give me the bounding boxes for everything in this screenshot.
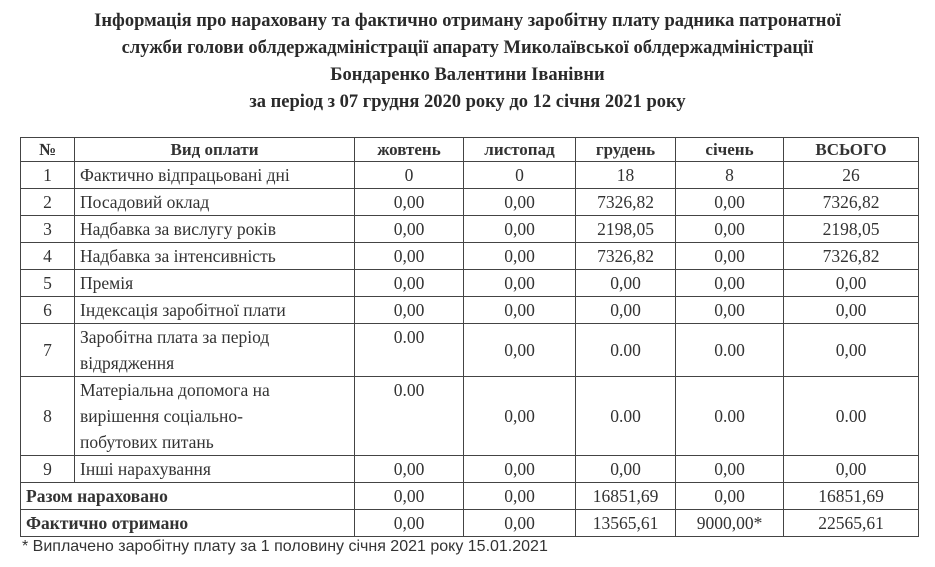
row-nov: 0 <box>464 162 576 189</box>
title-line-3: Бондаренко Валентини Іванівни <box>330 65 605 85</box>
row-dec: 0,00 <box>576 297 676 324</box>
title-line-2: служби голови облдержадміністрації апарату Миколаївської облдержадміністрації <box>121 38 814 58</box>
row-nov: 0,00 <box>464 297 576 324</box>
row-type: Премія <box>75 270 355 297</box>
row-oct: 0,00 <box>355 297 464 324</box>
table-row <box>21 162 919 189</box>
row-oct: 0,00 <box>355 216 464 243</box>
title-line-4: за період з 07 грудня 2020 року до 12 січня 2021 року <box>249 92 686 112</box>
row-num: 7 <box>21 324 75 377</box>
table-row <box>21 324 919 377</box>
row-dec: 2198,05 <box>576 216 676 243</box>
row-type: Фактично відпрацьовані дні <box>75 162 355 189</box>
header-dec: грудень <box>576 138 676 162</box>
row-total: 26 <box>784 162 919 189</box>
row-dec: 0.00 <box>576 377 676 456</box>
header-jan: січень <box>676 138 784 162</box>
row-type-line: вирішення соціально- <box>80 406 243 426</box>
row-num: 6 <box>21 297 75 324</box>
accrued-jan: 0,00 <box>676 483 784 510</box>
row-jan: 0,00 <box>676 243 784 270</box>
header-total: ВСЬОГО <box>784 138 919 162</box>
row-jan: 0,00 <box>676 189 784 216</box>
row-total: 0.00 <box>784 377 919 456</box>
header-type: Вид оплати <box>75 138 355 162</box>
table-row <box>21 216 919 243</box>
header-oct: жовтень <box>355 138 464 162</box>
document-title <box>0 8 935 116</box>
received-label: Фактично отримано <box>21 510 355 537</box>
row-nov: 0,00 <box>464 243 576 270</box>
received-oct: 0,00 <box>355 510 464 537</box>
salary-table <box>20 137 919 537</box>
row-jan: 0.00 <box>676 324 784 377</box>
row-num: 1 <box>21 162 75 189</box>
row-dec: 18 <box>576 162 676 189</box>
row-oct: 0 <box>355 162 464 189</box>
row-type-line: Заробітна плата за період <box>80 327 270 347</box>
row-type <box>75 377 355 456</box>
received-dec: 13565,61 <box>576 510 676 537</box>
row-dec: 7326,82 <box>576 189 676 216</box>
accrued-oct: 0,00 <box>355 483 464 510</box>
received-total-row <box>21 510 919 537</box>
accrued-dec: 16851,69 <box>576 483 676 510</box>
row-jan: 8 <box>676 162 784 189</box>
row-oct: 0,00 <box>355 270 464 297</box>
row-total: 7326,82 <box>784 189 919 216</box>
received-total: 22565,61 <box>784 510 919 537</box>
row-type: Індексація заробітної плати <box>75 297 355 324</box>
row-nov: 0,00 <box>464 189 576 216</box>
table-row <box>21 270 919 297</box>
row-nov: 0,00 <box>464 377 576 456</box>
received-nov: 0,00 <box>464 510 576 537</box>
row-oct: 0.00 <box>355 324 464 377</box>
table-header-row <box>21 138 919 162</box>
row-total: 0,00 <box>784 270 919 297</box>
table-row <box>21 377 919 456</box>
row-oct: 0,00 <box>355 243 464 270</box>
header-num: № <box>21 138 75 162</box>
row-nov: 0,00 <box>464 216 576 243</box>
accrued-total: 16851,69 <box>784 483 919 510</box>
header-nov: листопад <box>464 138 576 162</box>
row-jan: 0,00 <box>676 216 784 243</box>
row-nov: 0,00 <box>464 456 576 483</box>
table-row <box>21 189 919 216</box>
table-row <box>21 297 919 324</box>
row-oct: 0,00 <box>355 456 464 483</box>
row-dec: 7326,82 <box>576 243 676 270</box>
row-oct: 0.00 <box>355 377 464 456</box>
row-total: 0,00 <box>784 324 919 377</box>
accrued-nov: 0,00 <box>464 483 576 510</box>
row-oct: 0,00 <box>355 189 464 216</box>
row-type: Надбавка за вислугу років <box>75 216 355 243</box>
row-num: 2 <box>21 189 75 216</box>
row-dec: 0,00 <box>576 456 676 483</box>
row-jan: 0,00 <box>676 297 784 324</box>
row-type-line: відрядження <box>80 353 175 373</box>
row-jan: 0,00 <box>676 456 784 483</box>
row-nov: 0,00 <box>464 270 576 297</box>
accrued-label: Разом нараховано <box>21 483 355 510</box>
row-num: 8 <box>21 377 75 456</box>
title-line-1: Інформація про нараховану та фактично отриману заробітну плату радника патронатної <box>94 11 841 31</box>
table-row <box>21 456 919 483</box>
row-total: 0,00 <box>784 297 919 324</box>
received-jan: 9000,00* <box>676 510 784 537</box>
table-row <box>21 243 919 270</box>
row-type: Інші нарахування <box>75 456 355 483</box>
row-total: 2198,05 <box>784 216 919 243</box>
row-nov: 0,00 <box>464 324 576 377</box>
row-type-line: побутових питань <box>80 432 214 452</box>
accrued-total-row <box>21 483 919 510</box>
row-num: 4 <box>21 243 75 270</box>
row-num: 5 <box>21 270 75 297</box>
footnote: * Виплачено заробітну плату за 1 половину січня 2021 року 15.01.2021 <box>22 538 548 555</box>
row-type: Посадовий оклад <box>75 189 355 216</box>
row-total: 0,00 <box>784 456 919 483</box>
row-type <box>75 324 355 377</box>
row-type-line: Матеріальна допомога на <box>80 380 270 400</box>
row-dec: 0,00 <box>576 270 676 297</box>
row-jan: 0,00 <box>676 270 784 297</box>
row-jan: 0.00 <box>676 377 784 456</box>
row-num: 3 <box>21 216 75 243</box>
row-type: Надбавка за інтенсивність <box>75 243 355 270</box>
row-num: 9 <box>21 456 75 483</box>
row-dec: 0.00 <box>576 324 676 377</box>
row-total: 7326,82 <box>784 243 919 270</box>
